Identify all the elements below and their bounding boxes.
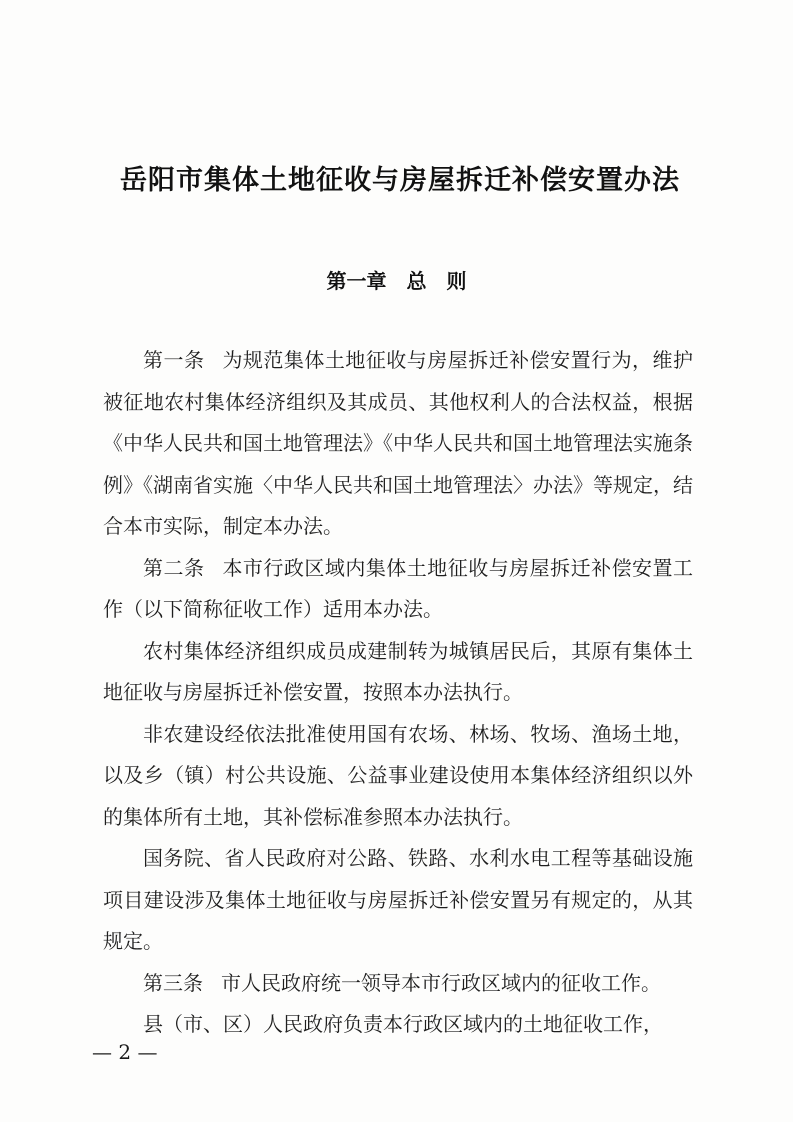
paragraph-text: 县（市、区）人民政府负责本行政区域内的土地征收工作， [143,1012,663,1036]
chapter-label: 第一章 [326,269,387,293]
page-number: — 2 — [92,1040,158,1064]
article-label: 第二条 [143,555,205,580]
article-label: 第三条 [143,970,203,995]
article-3-paragraph-2 [103,1004,693,1046]
article-2-paragraph [103,548,693,631]
paragraph-text: 国务院、省人民政府对公路、铁路、水利水电工程等基础设施项目建设涉及集体土地征收与房屋拆迁补偿安置另有规定的，从其规定。 [103,846,693,953]
article-label: 第一条 [143,348,205,372]
paragraph-text: 本市行政区域内集体土地征收与房屋拆迁补偿安置工作（以下简称征收工作）适用本办法。 [103,555,694,621]
paragraph-text: 为规范集体土地征收与房屋拆迁补偿安置行为，维护被征地农村集体经济组织及其成员、其他权利人的合法权益，根据《中华人民共和国土地管理法》《中华人民共和国土地管理法实施条例》《湖南省实施〈中华人民共和国土地管理法〉办法》等规定，结合本市实际，制定本办法。 [103,348,694,538]
article-2-paragraph-3 [103,714,693,839]
document-title: 岳阳市集体土地征收与房屋拆迁补偿安置办法 [120,165,680,196]
article-2-paragraph-4 [103,838,693,963]
article-3-paragraph [103,963,693,1005]
chapter-name: 总 则 [406,269,467,293]
chapter-heading [0,265,793,294]
paragraph-text: 非农建设经依法批准使用国有农场、林场、牧场、渔场土地，以及乡（镇）村公共设施、公益事业建设使用本集体经济组织以外的集体所有土地，其补偿标准参照本办法执行。 [103,721,693,829]
paragraph-text: 农村集体经济组织成员成建制转为城镇居民后，其原有集体土地征收与房屋拆迁补偿安置，按照本办法执行。 [103,638,693,704]
paragraph-text: 市人民政府统一领导本市行政区域内的征收工作。 [221,970,661,995]
document-body [103,340,693,1046]
article-1-paragraph [103,340,693,548]
article-2-paragraph-2 [103,631,693,714]
